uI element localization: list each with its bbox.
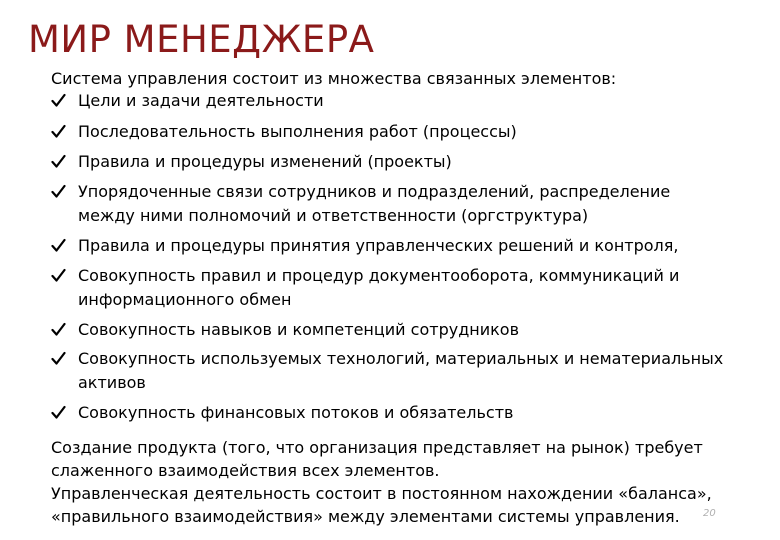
list-item <box>51 89 731 113</box>
checkmark-icon <box>51 89 71 113</box>
slide-title: МИР МЕНЕДЖЕРА <box>28 18 375 61</box>
checkmark-icon <box>51 120 71 144</box>
list-item <box>51 234 731 258</box>
list-item-text: Совокупность финансовых потоков и обязательств <box>78 403 514 422</box>
list-item <box>51 347 731 395</box>
list-item-text: Правила и процедуры принятия управленческих решений и контроля, <box>78 236 679 255</box>
checkmark-icon <box>51 318 71 342</box>
checkmark-icon <box>51 401 71 425</box>
intro-text: Система управления состоит из множества связанных элементов: <box>51 69 617 88</box>
list-item <box>51 180 731 228</box>
page-number: 20 <box>703 508 716 519</box>
list-item <box>51 150 731 174</box>
footer-paragraph: Управленческая деятельность состоит в постоянном нахождении «баланса», «правильного взаимодействия» между элементами системы управления. <box>51 484 712 526</box>
list-item <box>51 401 731 425</box>
list-item-text: Совокупность навыков и компетенций сотрудников <box>78 320 519 339</box>
list-item-text: Совокупность правил и процедур документооборота, коммуникаций и информационного обмен <box>78 266 680 309</box>
footer-text <box>51 436 731 528</box>
list-item-text: Последовательность выполнения работ (процессы) <box>78 122 517 141</box>
list-item-text: Цели и задачи деятельности <box>78 91 324 110</box>
checkmark-icon <box>51 264 71 288</box>
checkmark-icon <box>51 150 71 174</box>
checkmark-icon <box>51 180 71 204</box>
list-item-text: Правила и процедуры изменений (проекты) <box>78 152 452 171</box>
checkmark-icon <box>51 347 71 371</box>
footer-paragraph: Создание продукта (того, что организация представляет на рынок) требует слаженного взаимодействия всех элементов. <box>51 438 703 480</box>
checkmark-icon <box>51 234 71 258</box>
list-item <box>51 120 731 144</box>
list-item-text: Совокупность используемых технологий, материальных и нематериальных активов <box>78 349 724 392</box>
list-item <box>51 318 731 342</box>
list-item-text: Упорядоченные связи сотрудников и подразделений, распределение между ними полномочий и ответственности (оргструктура) <box>78 182 671 225</box>
list-item <box>51 264 731 312</box>
